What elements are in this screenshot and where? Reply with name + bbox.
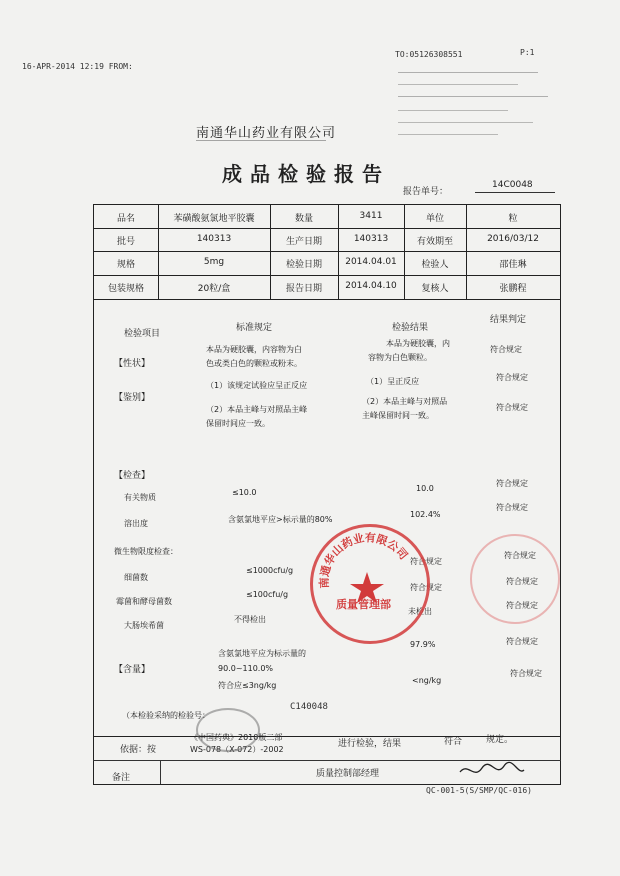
check-0-res: 10.0 [416, 484, 434, 493]
check-1-conc: 符合规定 [496, 503, 528, 512]
assay-std-3: 符合应≤3ng/kg [218, 681, 277, 690]
report-no-underline [475, 192, 555, 193]
assay-conc-2: 符合规定 [510, 669, 542, 678]
report-no-value: 14C0048 [492, 180, 533, 190]
ident-res-2a: （2）本品主峰与对照品 [362, 397, 448, 406]
col-standard: 标准规定 [236, 323, 273, 333]
identification-label: 【鉴别】 [114, 393, 151, 403]
page-title: 成品检验报告 [222, 162, 390, 186]
sample-no-label: （本检验采纳的检验号： [122, 711, 210, 720]
header-table [93, 204, 561, 300]
micro-1-std: ≤100cfu/g [246, 590, 289, 599]
cell-r2-c2: 检验日期 [285, 260, 322, 270]
faded-stamp [470, 534, 560, 624]
stamp-company-arc: 南通华山药业有限公司 [317, 531, 411, 589]
check-0-name: 有关物质 [124, 493, 156, 502]
micro-2-res: 未检出 [408, 607, 432, 616]
col-conclusion: 结果判定 [490, 315, 527, 325]
basis-tail: 进行检验，结果 [338, 739, 402, 749]
quality-stamp-inner [310, 524, 424, 638]
basis-result: 符合 [444, 737, 463, 747]
cell-r2-c3: 2014.04.01 [345, 257, 397, 267]
assay-label: 【含量】 [114, 665, 151, 675]
cell-r0-c4: 单位 [425, 214, 444, 224]
cell-r1-c5: 2016/03/12 [487, 234, 539, 244]
properties-std-2: 色或类白色的颗粒或粉末。 [206, 359, 302, 368]
fax-to-line: TO:05126308551 [395, 50, 463, 59]
remarks-label: 备注 [112, 773, 131, 783]
cell-r0-c5: 粒 [508, 214, 518, 224]
cell-r0-c3: 3411 [359, 211, 383, 221]
cell-r0-c0: 品名 [116, 214, 135, 224]
micro-2-std: 不得检出 [234, 615, 266, 624]
svg-text:南通华山药业有限公司 [317, 530, 411, 588]
col-result: 检验结果 [392, 323, 429, 333]
cell-r2-c5: 邵佳琳 [499, 260, 527, 270]
assay-std-1: 含氨氯地平应为标示量的 [218, 649, 306, 658]
assay-std-2: 90.0~110.0% [218, 664, 274, 673]
micro-2-conc: 符合规定 [506, 601, 538, 610]
cell-r3-c2: 报告日期 [285, 284, 322, 294]
check-1-name: 溶出度 [124, 519, 148, 528]
doc-code: QC-001-5(S/SMP/QC-016) [426, 786, 532, 795]
ident-std-1: （1）该规定试验应呈正反应 [206, 381, 308, 390]
cell-r1-c0: 批号 [116, 237, 135, 247]
ident-std-2b: 保留时间应一致。 [206, 419, 270, 428]
micro-label: 微生物限度检查： [114, 547, 178, 556]
micro-1-res: 符合规定 [410, 583, 442, 592]
sample-no: C140048 [290, 702, 328, 712]
ident-conc-1: 符合规定 [496, 373, 528, 382]
fax-date-line: 16-APR-2014 12:19 FROM: [22, 62, 133, 71]
ident-conc-2: 符合规定 [496, 403, 528, 412]
cell-r3-c0: 包装规格 [107, 284, 144, 294]
cell-r3-c3: 2014.04.10 [345, 281, 397, 291]
properties-label: 【性状】 [114, 359, 151, 369]
check-1-std: 含氨氯地平应>标示量的80% [228, 515, 333, 524]
cell-r1-c4: 有效期至 [416, 237, 453, 247]
footer-vdivider [160, 760, 161, 784]
cell-r3-c5: 张鹏程 [499, 284, 527, 294]
check-0-std: ≤10.0 [232, 488, 257, 497]
cell-r3-c1: 20粒/盒 [197, 284, 231, 294]
col-item: 检验项目 [124, 329, 161, 339]
cell-r3-c4: 复核人 [421, 284, 449, 294]
cell-r2-c1: 5mg [203, 257, 225, 267]
basis-value-2: WS-078（X-072）-2002 [190, 745, 284, 754]
basis-label: 依据：按 [120, 745, 157, 755]
ident-res-1: （1）呈正反应 [366, 377, 420, 386]
cell-r1-c1: 140313 [196, 234, 232, 244]
check-0-conc: 符合规定 [496, 479, 528, 488]
check-1-res: 102.4% [410, 510, 441, 519]
cell-r1-c2: 生产日期 [285, 237, 322, 247]
fax-page: P:1 [520, 48, 535, 57]
signer-label: 质量控制部经理 [316, 769, 380, 779]
basis-seal [196, 708, 260, 752]
cell-r2-c0: 规格 [116, 260, 135, 270]
cell-r0-c2: 数量 [294, 214, 313, 224]
cell-r1-c3: 140313 [353, 234, 389, 244]
ident-res-2b: 主峰保留时间一致。 [362, 411, 434, 420]
basis-end: 规定。 [486, 735, 514, 745]
checks-label: 【检查】 [114, 471, 151, 481]
cell-r0-c1: 苯磺酸氨氯地平胶囊 [173, 214, 255, 224]
properties-res-1: 本品为硬胶囊，内 [386, 339, 450, 348]
manager-signature [456, 758, 526, 784]
report-no-label: 报告单号： [403, 187, 449, 197]
micro-0-conc: 符合规定 [504, 551, 536, 560]
properties-conclusion: 符合规定 [490, 345, 522, 354]
micro-0-std: ≤1000cfu/g [246, 566, 294, 575]
company-underline [196, 140, 326, 141]
micro-1-name: 霉菌和酵母菌数 [116, 597, 172, 606]
properties-std-1: 本品为硬胶囊，内容物为白 [206, 345, 302, 354]
micro-2-name: 大肠埃希菌 [124, 621, 164, 630]
ident-std-2a: （2）本品主峰与对照品主峰 [206, 405, 308, 414]
assay-conc: 符合规定 [506, 637, 538, 646]
assay-res-2: <ng/kg [412, 676, 442, 685]
basis-value: 《中国药典》2010版二部 [190, 733, 283, 742]
micro-0-name: 细菌数 [124, 573, 148, 582]
micro-0-res: 符合规定 [410, 557, 442, 566]
assay-res-1: 97.9% [410, 640, 436, 649]
cell-r2-c4: 检验人 [421, 260, 449, 270]
company-name: 南通华山药业有限公司 [196, 126, 337, 141]
properties-res-2: 容物为白色颗粒。 [368, 353, 432, 362]
micro-1-conc: 符合规定 [506, 577, 538, 586]
stamp-department: 质量管理部 [336, 598, 391, 611]
